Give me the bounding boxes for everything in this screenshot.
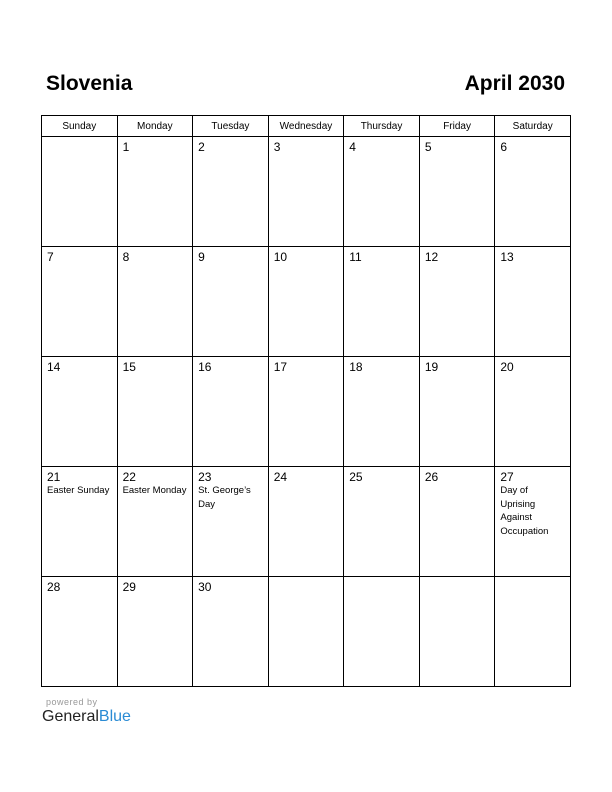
day-cell-content: [344, 467, 419, 487]
day-number: 24: [273, 470, 288, 484]
day-number: 9: [198, 250, 205, 264]
day-number: 29: [122, 580, 136, 594]
day-cell: [495, 137, 571, 247]
day-cell: [117, 577, 193, 687]
day-cell-content: [344, 137, 419, 157]
day-cell-content: [193, 357, 268, 377]
day-number: 10: [273, 250, 288, 264]
day-cell: [42, 247, 118, 357]
day-cell-content: [42, 137, 117, 143]
day-number: 19: [424, 360, 439, 374]
day-number: 15: [122, 360, 136, 374]
day-cell: [42, 577, 118, 687]
day-number: 11: [349, 250, 362, 264]
weekday-tuesday: Tuesday: [193, 116, 269, 137]
day-number: 6: [500, 140, 508, 154]
day-cell: [193, 247, 269, 357]
day-cell-content: [193, 137, 268, 157]
day-number: 3: [273, 140, 281, 154]
week-row: [42, 577, 571, 687]
day-number: 7: [47, 250, 54, 264]
weekday-sunday: Sunday: [42, 116, 118, 137]
day-cell: [344, 467, 420, 577]
day-cell: [495, 577, 571, 687]
day-number: 4: [349, 140, 356, 154]
day-cell-content: [118, 577, 193, 597]
country-title: Slovenia: [46, 72, 133, 95]
holiday-label: Easter Monday: [122, 485, 187, 496]
day-cell-content: [344, 247, 419, 267]
day-cell: [268, 137, 344, 247]
day-cell: [419, 467, 495, 577]
holiday-label: Day of Uprising Against Occupation: [500, 485, 549, 537]
weekday-monday: Monday: [117, 116, 193, 137]
brand-name-part2: Blue: [98, 708, 131, 725]
day-cell-content: [420, 577, 495, 583]
day-number: 1: [122, 140, 130, 154]
day-cell-content: [118, 467, 193, 501]
day-cell: [42, 357, 118, 467]
day-number: 8: [122, 250, 130, 264]
day-cell-content: [118, 357, 193, 377]
day-cell: [419, 357, 495, 467]
day-number: 16: [198, 360, 212, 374]
day-number: 21: [47, 470, 61, 484]
day-cell-content: [42, 247, 117, 267]
calendar-grid: [41, 115, 571, 687]
weekday-header-row: [42, 116, 571, 137]
month-year-title: April 2030: [464, 72, 565, 95]
day-number: 26: [424, 470, 439, 484]
day-cell-content: [495, 357, 570, 377]
day-cell: [193, 577, 269, 687]
day-cell: [268, 357, 344, 467]
weekday-thursday: Thursday: [344, 116, 420, 137]
week-row: [42, 247, 571, 357]
day-cell-content: [42, 577, 117, 597]
day-cell-content: [269, 247, 344, 267]
day-number: 27: [500, 470, 514, 484]
day-cell-content: [420, 137, 495, 157]
day-cell-content: [269, 357, 344, 377]
day-cell: [117, 247, 193, 357]
day-number: 17: [273, 360, 288, 374]
day-cell: [419, 247, 495, 357]
day-cell: [117, 357, 193, 467]
day-number: 22: [122, 470, 136, 484]
day-cell: [42, 137, 118, 247]
day-cell: [268, 467, 344, 577]
day-cell-content: [495, 577, 570, 583]
day-cell: [495, 467, 571, 577]
day-cell: [117, 137, 193, 247]
day-number: 14: [47, 360, 61, 374]
day-cell-content: [193, 247, 268, 267]
day-cell-content: [118, 137, 193, 157]
holiday-label: Easter Sunday: [47, 485, 110, 496]
day-cell: [268, 247, 344, 357]
day-cell-content: [269, 467, 344, 487]
day-number: 18: [349, 360, 363, 374]
day-cell: [495, 247, 571, 357]
day-cell: [42, 467, 118, 577]
day-cell-content: [193, 577, 268, 597]
day-cell-content: [344, 577, 419, 583]
day-number: 20: [500, 360, 514, 374]
day-number: 25: [349, 470, 363, 484]
week-row: [42, 467, 571, 577]
day-number: 5: [424, 140, 432, 154]
day-cell: [344, 357, 420, 467]
day-number: 13: [500, 250, 514, 264]
weekday-wednesday: Wednesday: [268, 116, 344, 137]
powered-by-text: powered by: [46, 697, 98, 707]
week-row: [42, 357, 571, 467]
day-cell-content: [495, 467, 570, 541]
day-number: 12: [424, 250, 439, 264]
day-cell-content: [495, 137, 570, 157]
day-number: 2: [198, 140, 205, 154]
day-cell: [268, 577, 344, 687]
day-cell: [419, 137, 495, 247]
day-cell-content: [495, 247, 570, 267]
weekday-friday: Friday: [419, 116, 495, 137]
day-number: 30: [198, 580, 212, 594]
day-cell: [344, 577, 420, 687]
day-cell-content: [420, 357, 495, 377]
day-number: 28: [47, 580, 61, 594]
holiday-label: St. George’s Day: [198, 485, 251, 510]
day-cell-content: [420, 247, 495, 267]
day-cell: [193, 467, 269, 577]
day-cell-content: [118, 247, 193, 267]
day-cell-content: [344, 357, 419, 377]
day-cell: [117, 467, 193, 577]
day-cell: [495, 357, 571, 467]
day-cell-content: [269, 137, 344, 157]
day-cell: [344, 137, 420, 247]
day-cell: [193, 357, 269, 467]
day-cell-content: [42, 467, 117, 501]
day-cell: [344, 247, 420, 357]
brand-logo[interactable]: [42, 708, 131, 726]
day-cell: [193, 137, 269, 247]
weekday-saturday: Saturday: [495, 116, 571, 137]
day-cell-content: [42, 357, 117, 377]
day-cell: [419, 577, 495, 687]
week-row: [42, 137, 571, 247]
day-number: 23: [198, 470, 212, 484]
day-cell-content: [193, 467, 268, 514]
day-cell-content: [269, 577, 344, 583]
day-cell-content: [420, 467, 495, 487]
brand-name-part1: General: [42, 708, 99, 725]
